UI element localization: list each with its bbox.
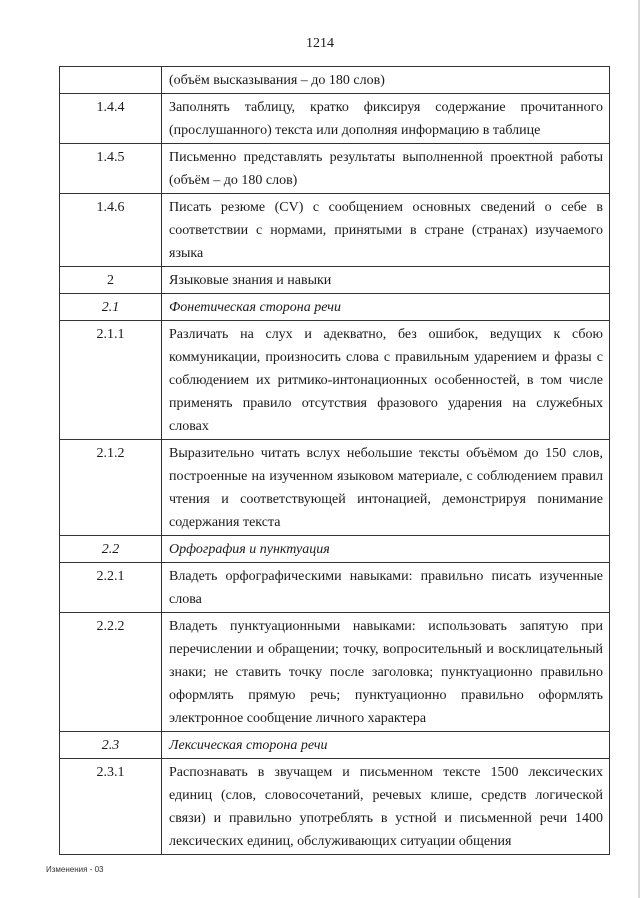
row-number: 2.1.2 bbox=[60, 440, 162, 536]
table-row bbox=[60, 194, 610, 267]
row-number: 1.4.5 bbox=[60, 144, 162, 194]
table-row bbox=[60, 563, 610, 613]
requirement-text: (объём высказывания – до 180 слов) bbox=[162, 67, 610, 94]
row-number: 1.4.6 bbox=[60, 194, 162, 267]
requirement-text: Заполнять таблицу, кратко фиксируя содержание прочитанного (прослушанного) текста или дополняя информацию в таблице bbox=[162, 94, 610, 144]
row-number: 2.2.1 bbox=[60, 563, 162, 613]
requirement-text: Выразительно читать вслух небольшие тексты объёмом до 150 слов, построенные на изученном языковом материале, с соблюдением правил чтения и соответствующей интонацией, демонстрируя понимание содержания текста bbox=[162, 440, 610, 536]
table-row bbox=[60, 267, 610, 294]
row-number: 1.4.4 bbox=[60, 94, 162, 144]
requirement-text: Владеть орфографическими навыками: правильно писать изученные слова bbox=[162, 563, 610, 613]
table-row bbox=[60, 440, 610, 536]
table-row bbox=[60, 94, 610, 144]
table-body bbox=[60, 67, 610, 855]
table-row bbox=[60, 613, 610, 732]
section-title: Фонетическая сторона речи bbox=[162, 294, 610, 321]
requirement-text: Владеть пунктуационными навыками: использовать запятую при перечислении и обращении; точку, вопросительный и восклицательный знаки; не ставить точку после заголовка; пунктуационно правильно оформлять прямую речь; пунктуационно правильно оформлять электронное сообщение личного характера bbox=[162, 613, 610, 732]
table-row bbox=[60, 321, 610, 440]
table-row bbox=[60, 144, 610, 194]
row-number: 2.3.1 bbox=[60, 759, 162, 855]
requirement-text: Распознавать в звучащем и письменном тексте 1500 лексических единиц (слов, словосочетаний, речевых клише, средств логической связи) и правильно употреблять в устной и письменной речи 1400 лексических единиц, обслуживающих ситуации общения bbox=[162, 759, 610, 855]
requirement-text: Письменно представлять результаты выполненной проектной работы (объём – до 180 слов) bbox=[162, 144, 610, 194]
section-row bbox=[60, 294, 610, 321]
row-number: 2.2.2 bbox=[60, 613, 162, 732]
section-title: Лексическая сторона речи bbox=[162, 732, 610, 759]
footer-revision: Изменения - 03 bbox=[46, 865, 104, 874]
table-row bbox=[60, 67, 610, 94]
row-number: 2.1 bbox=[60, 294, 162, 321]
section-row bbox=[60, 732, 610, 759]
section-row bbox=[60, 536, 610, 563]
table-row bbox=[60, 759, 610, 855]
requirement-text: Различать на слух и адекватно, без ошибок, ведущих к сбою коммуникации, произносить слова с правильным ударением и фразы с соблюдением их ритмико-интонационных особенностей, в том числе применять правило отсутствия фразового ударения на служебных словах bbox=[162, 321, 610, 440]
requirement-text: Языковые знания и навыки bbox=[162, 267, 610, 294]
requirement-text: Писать резюме (CV) с сообщением основных сведений о себе в соответствии с нормами, принятыми в стране (странах) изучаемого языка bbox=[162, 194, 610, 267]
section-title: Орфография и пунктуация bbox=[162, 536, 610, 563]
row-number: 2.3 bbox=[60, 732, 162, 759]
row-number: 2.2 bbox=[60, 536, 162, 563]
row-number bbox=[60, 67, 162, 94]
row-number: 2.1.1 bbox=[60, 321, 162, 440]
requirements-table bbox=[59, 66, 610, 855]
page-number: 1214 bbox=[306, 36, 334, 51]
row-number: 2 bbox=[60, 267, 162, 294]
